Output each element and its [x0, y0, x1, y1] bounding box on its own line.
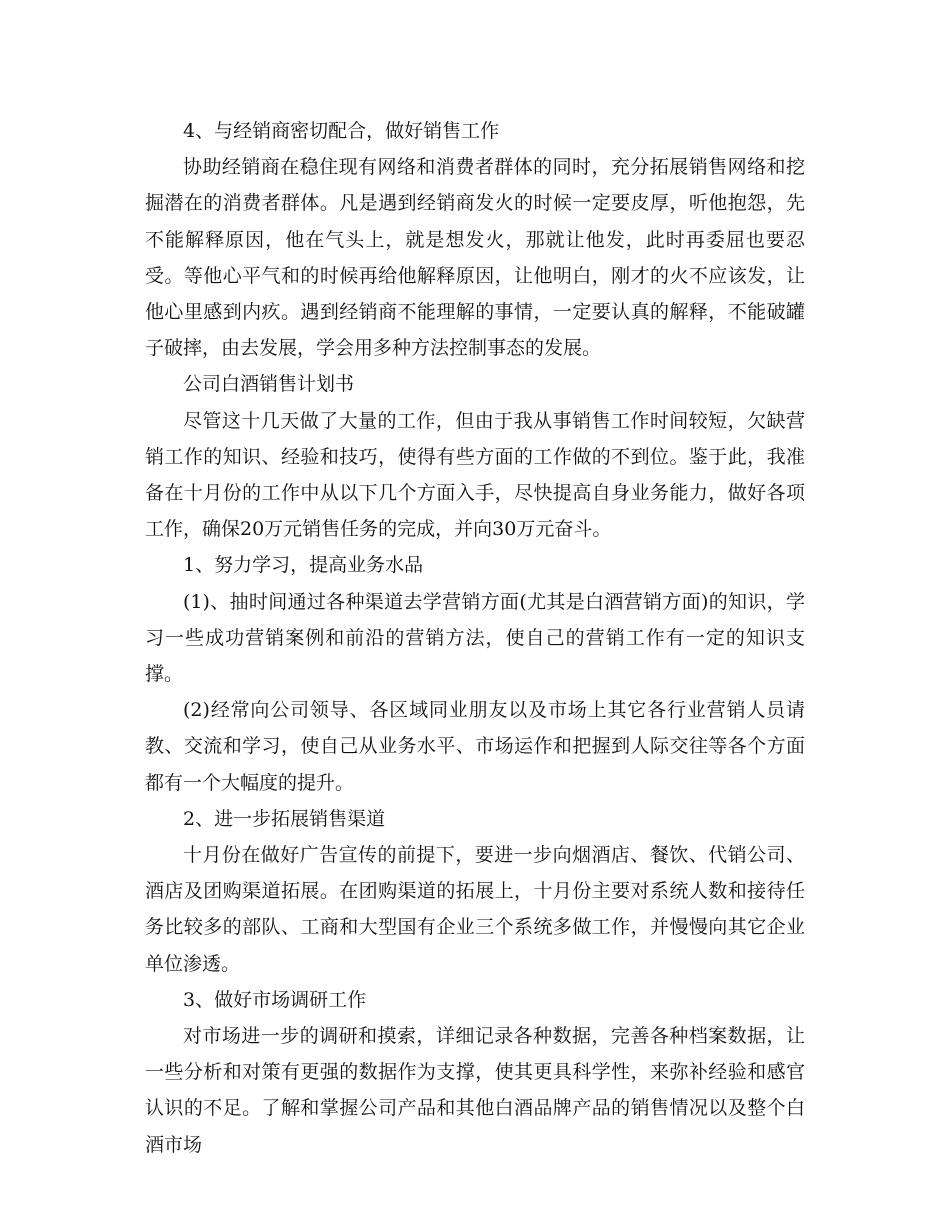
- paragraph-study-2: (2)经常向公司领导、各区域同业朋友以及市场上其它各行业营销人员请教、交流和学习，使自己从业务水平、市场运作和把握到人际交往等各个方面都有一个大幅度的提升。: [145, 699, 805, 794]
- document-title: 公司白酒销售计划书: [183, 373, 355, 396]
- document-page: [145, 113, 805, 1163]
- section-heading-study: 1、努力学习，提高业务水品: [183, 554, 424, 577]
- section-heading-cooperate-dealers: 4、与经销商密切配合，做好销售工作: [183, 120, 500, 142]
- section-heading-channels: 2、进一步拓展销售渠道: [183, 807, 386, 830]
- paragraph-research: 对市场进一步的调研和摸索，详细记录各种数据，完善各种档案数据，让一些分析和对策有更强的数据作为支撑，使其更具科学性，来弥补经验和感官认识的不足。了解和掌握公司产品和其他白酒品牌产品的销售情况以及整个白酒市场: [145, 1025, 805, 1156]
- paragraph-channels: 十月份在做好广告宣传的前提下，要进一步向烟酒店、餐饮、代销公司、酒店及团购渠道拓展。在团购渠道的拓展上，十月份主要对系统人数和接待任务比较多的部队、工商和大型国有企业三个系统多做工作，并慢慢向其它企业单位渗透。: [145, 844, 805, 975]
- paragraph-study-1: (1)、抽时间通过各种渠道去学营销方面(尤其是白酒营销方面)的知识，学习一些成功营销案例和前沿的营销方法，使自己的营销工作有一定的知识支撑。: [145, 590, 805, 686]
- paragraph-cooperate-dealers: 协助经销商在稳住现有网络和消费者群体的同时，充分拓展销售网络和挖掘潜在的消费者群体。凡是遇到经销商发火的时候一定要皮厚，听他抱怨，先不能解释原因，他在气头上，就是想发火，那就让他发，此时再委屈也要忍受。等他心平气和的时候再给他解释原因，让他明白，刚才的火不应该发，让他心里感到内疚。遇到经销商不能理解的事情，一定要认真的解释，不能破罐子破摔，由去发展，学会用多种方法控制事态的发展。: [145, 156, 805, 360]
- section-heading-research: 3、做好市场调研工作: [183, 988, 367, 1011]
- paragraph-intro: 尽管这十几天做了大量的工作，但由于我从事销售工作时间较短，欠缺营销工作的知识、经验和技巧，使得有些方面的工作做的不到位。鉴于此，我准备在十月份的工作中从以下几个方面入手，尽快提高自身业务能力，做好各项工作，确保20万元销售任务的完成，并向30万元奋斗。: [145, 409, 805, 541]
